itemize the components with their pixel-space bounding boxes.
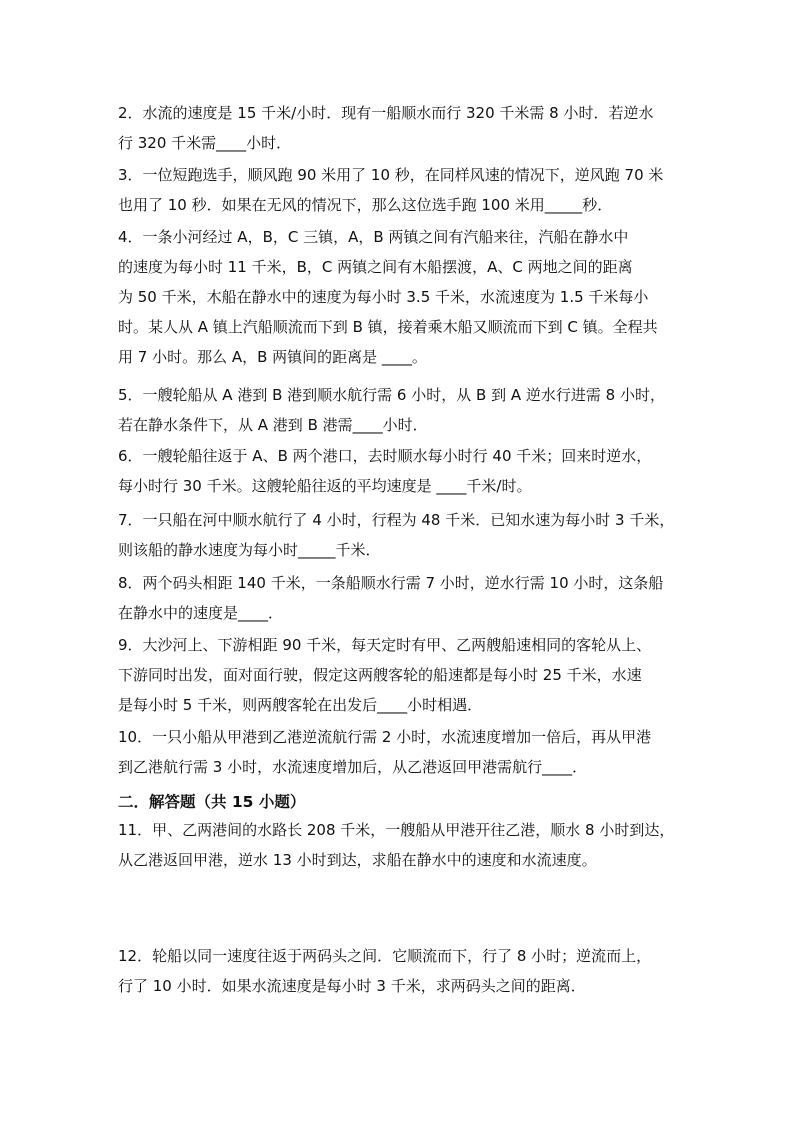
- question-5: [118, 380, 686, 440]
- question-line: 9．大沙河上、下游相距 90 千米，每天定时有甲、乙两艘船速相同的客轮从上、: [118, 636, 652, 654]
- question-line: 为 50 千米，木船在静水中的速度为每小时 3.5 千米，水流速度为 1.5 千米每小: [118, 288, 649, 306]
- question-line: 2．水流的速度是 15 千米/小时．现有一船顺水而行 320 千米需 8 小时．若逆水: [118, 104, 654, 122]
- question-line: 每小时行 30 千米。这艘轮船往返的平均速度是 ____千米/时。: [118, 477, 532, 495]
- question-line: 若在静水条件下，从 A 港到 B 港需____小时．: [118, 416, 428, 434]
- question-line: 10．一只小船从甲港到乙港逆流航行需 2 小时，水流速度增加一倍后，再从甲港: [118, 728, 652, 746]
- section-heading: 二．解答题（共 15 小题）: [118, 793, 306, 811]
- question-line: 时。某人从 A 镇上汽船顺流而下到 B 镇，接着乘木船又顺流而下到 C 镇。全程共: [118, 318, 658, 336]
- question-line: 11．甲、乙两港间的水路长 208 千米，一艘船从甲港开往乙港，顺水 8 小时到达，: [118, 821, 675, 839]
- question-line: 12．轮船以同一速度往返于两码头之间．它顺流而下，行了 8 小时；逆流而上，: [118, 947, 652, 965]
- question-9: [118, 630, 686, 720]
- question-11: [118, 815, 686, 875]
- question-12: [118, 941, 686, 1001]
- question-line: 用 7 小时。那么 A，B 两镇间的距离是 ____。: [118, 348, 427, 366]
- question-line: 行 320 千米需____小时．: [118, 134, 292, 152]
- question-line: 从乙港返回甲港，逆水 13 小时到达，求船在静水中的速度和水流速度。: [118, 851, 597, 869]
- question-line: 的速度为每小时 11 千米，B，C 两镇之间有木船摆渡，A、C 两地之间的距离: [118, 258, 633, 276]
- question-line: 3．一位短跑选手，顺风跑 90 米用了 10 秒，在同样风速的情况下，逆风跑 70 米: [118, 166, 664, 184]
- question-10: [118, 722, 686, 782]
- question-line: 行了 10 小时．如果水流速度是每小时 3 千米，求两码头之间的距离．: [118, 977, 586, 995]
- question-line: 7．一只船在河中顺水航行了 4 小时，行程为 48 千米．已知水速为每小时 3 千米，: [118, 511, 675, 529]
- question-line: 下游同时出发，面对面行驶，假定这两艘客轮的船速都是每小时 25 千米，水速: [118, 666, 642, 684]
- question-2: [118, 98, 686, 158]
- question-line: 8．两个码头相距 140 千米，一条船顺水行需 7 小时，逆水行需 10 小时，这条船: [118, 574, 664, 592]
- question-line: 6．一艘轮船往返于 A、B 两个港口，去时顺水每小时行 40 千米；回来时逆水，: [118, 447, 652, 465]
- question-line: 4．一条小河经过 A，B，C 三镇，A，B 两镇之间有汽船来往，汽船在静水中: [118, 228, 629, 246]
- question-7: [118, 505, 686, 565]
- question-line: 则该船的静水速度为每小时_____千米．: [118, 541, 381, 559]
- question-line: 也用了 10 秒．如果在无风的情况下，那么这位选手跑 100 米用_____秒．: [118, 196, 613, 214]
- question-6: [118, 441, 686, 501]
- question-line: 到乙港航行需 3 小时，水流速度增加后，从乙港返回甲港需航行____．: [118, 758, 588, 776]
- question-line: 在静水中的速度是____．: [118, 604, 284, 622]
- question-line: 5．一艘轮船从 A 港到 B 港到顺水航行需 6 小时，从 B 到 A 逆水行进需 8 小时，: [118, 386, 665, 404]
- question-4: [118, 222, 686, 372]
- question-8: [118, 568, 686, 628]
- question-line: 是每小时 5 千米，则两艘客轮在出发后____小时相遇．: [118, 696, 483, 714]
- question-3: [118, 160, 686, 220]
